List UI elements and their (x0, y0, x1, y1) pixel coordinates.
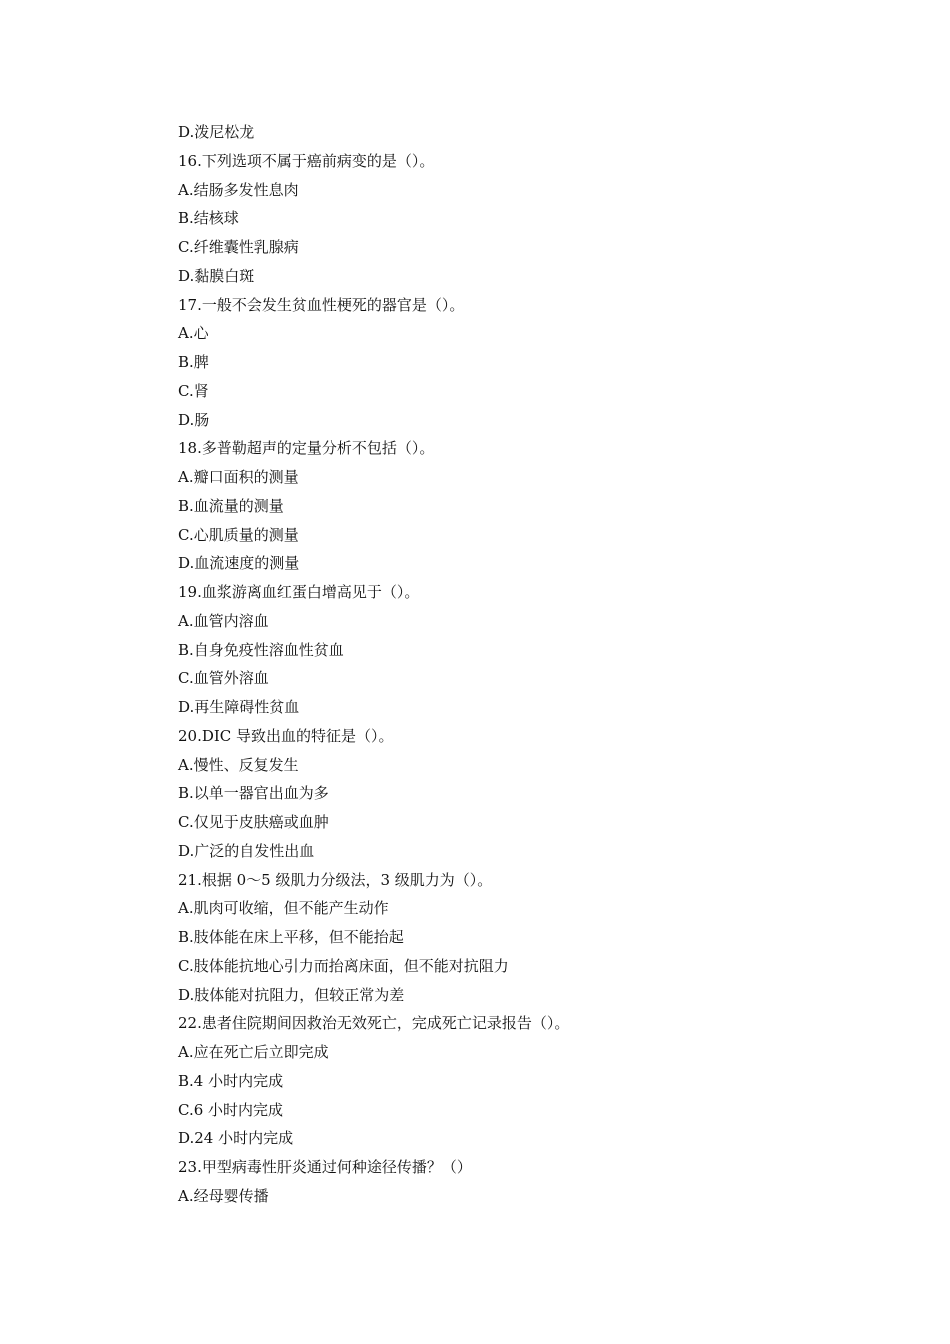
option-line: C.肾 (178, 381, 209, 400)
option-line: B.肢体能在床上平移，但不能抬起 (178, 928, 404, 946)
question-line: 20.DIC 导致出血的特征是（）。 (178, 726, 394, 745)
option-line: C.6 小时内完成 (178, 1100, 284, 1119)
option-line: A.经母婴传播 (178, 1186, 269, 1205)
option-line: B.脾 (178, 353, 209, 371)
option-line: B.以单一器官出血为多 (178, 784, 329, 803)
option-line: C.肢体能抗地心引力而抬离床面，但不能对抗阻力 (178, 956, 509, 975)
question-line: 21.根据 0～5 级肌力分级法，3 级肌力为（）。 (178, 870, 493, 889)
question-line: 23.甲型病毒性肝炎通过何种途径传播？（） (178, 1158, 472, 1176)
question-line: 22.患者住院期间因救治无效死亡，完成死亡记录报告（）。 (178, 1014, 570, 1033)
option-line: B.结核球 (178, 209, 239, 228)
question-line: 18.多普勒超声的定量分析不包括（）。 (178, 439, 435, 458)
question-list (178, 118, 878, 1211)
option-line: A.血管内溶血 (178, 611, 269, 630)
option-line: C.心肌质量的测量 (178, 525, 299, 544)
option-line: B.4 小时内完成 (178, 1071, 284, 1090)
question-line: 17.一般不会发生贫血性梗死的器官是（）。 (178, 295, 465, 314)
option-line: A.心 (178, 324, 209, 343)
option-line: D.肢体能对抗阻力，但较正常为差 (178, 985, 405, 1004)
option-line: A.慢性、反复发生 (178, 755, 299, 774)
question-line: 16.下列选项不属于癌前病变的是（）。 (178, 151, 435, 170)
option-line: D.泼尼松龙 (178, 123, 255, 141)
question-line: 19.血浆游离血红蛋白增高见于（）。 (178, 583, 420, 601)
option-line: A.肌肉可收缩，但不能产生动作 (178, 899, 389, 918)
option-line: A.瓣口面积的测量 (178, 468, 299, 486)
option-line: C.仅见于皮肤癌或血肿 (178, 813, 329, 831)
option-line: C.纤维囊性乳腺病 (178, 238, 299, 256)
option-line: D.再生障碍性贫血 (178, 698, 300, 716)
option-line: D.黏膜白斑 (178, 266, 255, 285)
option-line: A.结肠多发性息肉 (178, 180, 299, 199)
option-line: B.血流量的测量 (178, 496, 284, 515)
option-line: B.自身免疫性溶血性贫血 (178, 640, 344, 659)
option-line: D.24 小时内完成 (178, 1129, 294, 1148)
option-line: C.血管外溶血 (178, 669, 269, 688)
option-line: D.广泛的自发性出血 (178, 841, 315, 860)
option-line: D.肠 (178, 410, 210, 429)
option-line: A.应在死亡后立即完成 (178, 1043, 329, 1061)
option-line: D.血流速度的测量 (178, 554, 300, 573)
